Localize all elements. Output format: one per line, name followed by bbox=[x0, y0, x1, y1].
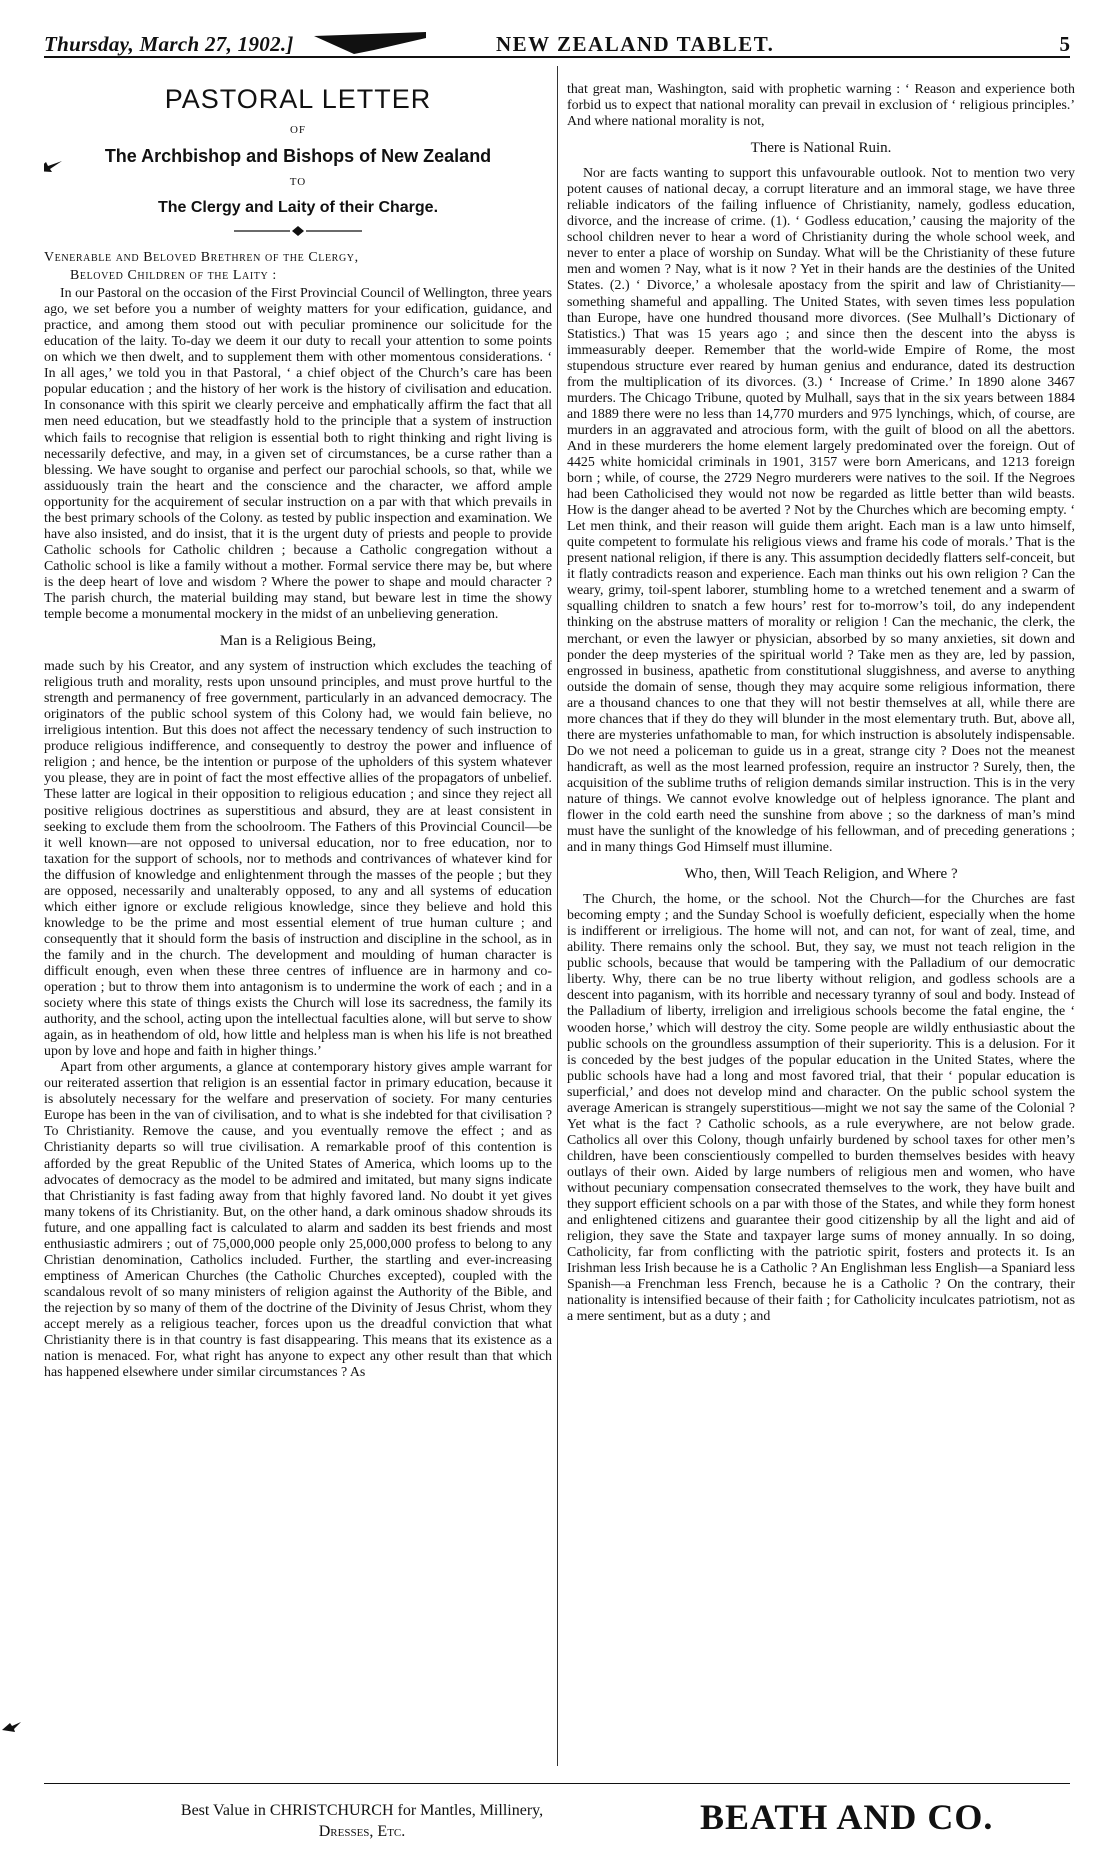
salutation-laity: Beloved Children of the Laity : bbox=[70, 268, 277, 284]
salutation-clergy: Venerable and Beloved Brethren of the Clergy, bbox=[44, 250, 359, 265]
advert-line-2: Dresses, Etc. bbox=[318, 1823, 406, 1840]
footer-rule bbox=[44, 1783, 1070, 1784]
left-column bbox=[44, 82, 552, 1754]
subhead-national-ruin: There is National Ruin. bbox=[750, 140, 892, 157]
subhead-religious-being: Man is a Religious Being, bbox=[219, 633, 377, 650]
title-of: OF bbox=[289, 124, 307, 136]
paragraph: that great man, Washington, said with prophetic warning : ‘ Reason and experience both forbid us to expect that national morality can prevail in exclusion of ‘ religious principles.’ And where national morality is not, bbox=[567, 82, 1075, 130]
pointing-hand-icon bbox=[2, 1720, 22, 1732]
header-rule bbox=[44, 56, 1070, 58]
paragraph: Nor are facts wanting to support this unfavourable outlook. Not to mention two very potent causes of national decay, a corrupt literature and an immoral stage, we have three reliable indicators of the failing influence of Christianity, namely, godless education, divorce, and the increase of crime. (1). ‘ Godless education,’ causing the majority of the school children never to hear a word of Christianity during the whole school week, and never to enter a place of worship on Sunday. What will be the Christianity of these future men and women ? Nay, what is it now ? Yet in their hands are the destinies of the United States. (2.) ‘ Divorce,’ a wholesale apostacy from the spirit and law of Christianity—something shameful and appalling. The United States, with seven times less population than Europe, have one hundred thousand more divorces. (See Mulhall’s Dictionary of Statistics.) That was 15 years ago ; and since then the descent into the abyss is immeasurably deeper. Remember that the world-wide Empire of Rome, the most stupendous structure ever reared by human genius and endurance, dated its destruction from the multiplication of its divorces. (3.) ‘ Increase of Crime.’ In 1890 alone 3467 murders. The Chicago Tribune, quoted by Mulhall, says that in the six years between 1884 and 1889 there were no less than 14,770 murders and 975 lynchings, which, of course, are murders in an aggravated and atrocious form, with the guilt of blood on all the abettors. And in these murderers the home element largely predominated over the foreign. Out of 4425 white homicidal criminals in 1901, 3157 were born Americans, and 1213 foreign born ; while, of course, the 2729 Negro murderers were natives to the soil. If the Negroes had been Catholicised they would not now be regarded as little better than wild beasts. How is the danger ahead to be averted ? Not by the Churches which are becoming empty. ‘ Let men think, and their reason will guide them aright. Each man is a law unto himself, quite competent to formulate his religious views and frame his code of morals.’ That is the present national religion, if there is any. This assumption decidedly flatters self-conceit, but it flatly contradicts reason and experience. Each man thinks out his own religion ? Can the weary, grimy, toil-spent laborer, stumbling home to a wretched tenement and a swarm of squalling children to snatch a few hours’ rest for to-morrow’s toil, do any independent thinking on the abstruse matters of morality or religion ! Can the mechanic, the clerk, the merchant, or even the lawyer or physician, absorbed by so many anxieties, sit down and ponder the deep mysteries of the spiritual world ? Take men as they are, led by passion, engrossed in business, apathetic from constitutional sluggishness, and averse to anything outside the domain of sense, though they may acquire some religious information, there are a thousand chances to one that they will not bestir themselves at all, while there are more chances that if they do they will blunder in the most elementary truth. But, above all, there are mysteries unfathomable to man, for which instruction is absolutely indispensable. Do we not need a policeman to guide us in a great, strange city ? Does not the meanest handicraft, as well as the most learned profession, require an instructor ? Surely, then, the acquisition of the sublime truths of religion demands similar instruction. This is in the very nature of things. We cannot evolve knowledge out of helpless ignorance. The plant and flower in the cold earth need the sunshine from above ; so the darkness of man’s mind must have the sunlight of the knowledge of his fellowman, and of preceding generations ; and in many things God Himself must illumine. bbox=[567, 166, 1075, 856]
subhead-who-will-teach: Who, then, Will Teach Religion, and Where ? bbox=[684, 866, 958, 883]
authors-text: The Archbishop and Bishops of New Zealand bbox=[104, 146, 492, 166]
footer-advert-text bbox=[92, 1800, 632, 1842]
page-number: 5 bbox=[1059, 32, 1070, 56]
advertiser-name: BEATH AND CO. bbox=[700, 1797, 994, 1837]
article-recipients: The Clergy and Laity of their Charge. bbox=[157, 199, 439, 216]
paragraph: The Church, the home, or the school. Not the Church—for the Churches are fast becoming empty ; and the Sunday School is woefully deficient, especially when the home is indifferent or irreligious. The home will not, and can not, for want of zeal, time, and ability. There remains only the school. But, they say, we must not teach religion in the public schools, because that would be tampering with the Palladium of our democratic liberty. Why, there can be no true liberty without religion, and godless schools are a descent into paganism, with its horrible and necessary tyranny of soul and body. Instead of the Palladium of liberty, irreligion and irreligious schools become the fatal engine, the ‘ wooden horse,’ which will destroy the city. Some people are wildly enthusiastic about the public schools on the groundless assumption of their superiority. This is a delusion. For it is conceded by the best judges of the popular education in the United States, where the public schools have had a long and most favored trial, that their ‘ popular education is superficial,’ and does not develop mind and character. On the public school system the average American is strangely superstitious—might we not say the same of the Colonial ? Yet what is the fact ? Catholic schools, as a rule everywhere, are not below grade. Catholics all over this Colony, though unfairly burdened by school taxes for other men’s children, have been conscientiously compelled to burden themselves besides with heavy outlays of their own. Aided by large numbers of religious men and women, who have without pecuniary compensation consecrated themselves to the work, they have built and they support efficient schools on a par with those of the States, and while they form honest and enlightened citizens and guarantee their good citizenship by all the light and aid of religion, they save the State and taxpayer large sums of money annually. In so doing, Catholicity, far from conflicting with the patriotic spirit, fosters and protects it. Is an Irishman less Irish because he is a Catholic ? An Englishman less English—a Spaniard less Spanish—a Frenchman less French, because he is a Catholic ? On the contrary, their nationality is intensified because of their faith ; for Catholicity inculcates patriotism, not as a mere sentiment, but as a duty ; and bbox=[567, 892, 1075, 1325]
divider-ornament-icon bbox=[228, 226, 368, 236]
advert-line-1: Best Value in CHRISTCHURCH for Mantles, Millinery, bbox=[180, 1802, 544, 1819]
paragraph: Apart from other arguments, a glance at contemporary history gives ample warrant for our reiterated assertion that religion is an essential factor in primary education, because it is absolutely necessary for the welfare and preservation of society. For many centuries Europe has been in the van of civilisation, and to what is she indebted for that civilisation ? To Christianity. Remove the cause, and you eventually remove the effect ; and as Christianity departs so will true civilisation. A remarkable proof of this contention is afforded by the great Republic of the United States of America, which looms up to the advocates of democracy as the model to be admired and imitated, but many signs indicate that Christianity is fast fading away from that highly favored land. No doubt it yet gives many tokens of its Christianity. But, on the other hand, a dark ominous shadow shrouds its future, and one appalling fact is calculated to alarm and sadden its best friends and most enthusiastic admirers ; out of 75,000,000 people only 25,000,000 profess to belong to any Christian denomination, Catholics included. Further, the startling and ever-increasing emptiness of American Churches (the Catholic Churches excepted), coupled with the scandalous revolt of so many ministers of religion against the Authority of the Bible, and the rejection by so many of them of the doctrine of the Divinity of Jesus Christ, whom they accept merely as a religious teacher, forces upon us the dreadful conviction that what Christianity there is in that country is fast disappearing. This means that its existence as a nation is menaced. For, what right has anyone to expect any other result than that which has happened elsewhere under similar circumstances ? As bbox=[44, 1060, 552, 1381]
title-to: TO bbox=[289, 176, 307, 188]
page-header bbox=[44, 26, 1070, 66]
pointing-arrow-icon bbox=[44, 160, 64, 172]
paragraph: made such by his Creator, and any system of instruction which excludes the teaching of religious truth and morality, rests upon unsound principles, and must prove hurtful to the strength and permanency of free government, particularly in an advanced democracy. The originators of the public school system of this Colony had, we would fain believe, no irreligious intention. But this does not affect the necessary tendency of such instruction to produce religious indifference, and consequently to destroy the power and influence of religion ; and hence, be the intention or purpose of the upholders of this system whatever you please, they are in point of fact the most effective allies of the propagators of unbelief. These latter are logical in their opposition to religious education ; and since they reject all positive religious doctrines as superstitious and absurd, they are at least consistent in seeking to exclude them from the schoolroom. The Fathers of this Provincial Council—be it well known—are not opposed to universal education, nor to free education, nor to taxation for the support of schools, nor to methods and contrivances of whatever kind for the diffusion of knowledge and enlightenment through the masses of the people ; but they are opposed, necessarily and unalterably opposed, to any and all systems of education which either ignore or exclude religious knowledge, since they believe and hold this knowledge to be the prime and most essential element of true human culture ; and consequently that it should form the basis of instruction and discipline in the school, as in the family and in the church. The development and moulding of human character is difficult enough, even when these three centres of influence are in harmony and co-operation ; but to throw them into antagonism is to undermine the work of each ; and in a society where this state of things exists the Church will lose its sacredness, the family its authority, and the school, acting upon the intellectual faculties alone, will but serve to show again, as in heathendom of old, how little and helpless man is when his life is not breathed upon by love and hope and faith in higher things.’ bbox=[44, 659, 552, 1060]
paragraph: In our Pastoral on the occasion of the First Provincial Council of Wellington, three years ago, we set before you a number of weighty matters for your edification, guidance, and practice, and among them stood out with peculiar prominence our solicitude for the education of the laity. To-day we deem it our duty to recall your attention to some points on which we then dwelt, and to supplement them with other momentous considerations. ‘ In all ages,’ we told you in that Pastoral, ‘ a chief object of the Church’s care has been popular education ; and the history of her work is the history of civilisation and education. In consonance with this spirit we clearly perceive and emphatically affirm the fact that all men need education, but we steadfastly hold to the principle that a system of instruction which fails to recognise that religion is essential both to right thinking and right living is necessarily defective, and may, in a given set of circumstances, be a curse rather than a blessing. We have sought to organise and perfect our parochial schools, so that, while we assiduously train the heart and the conscience and the character, we afford ample opportunity for the acquirement of secular instruction on a par with that which prevails in the best primary schools of the Colony. as tested by public inspection and examination. We have also insisted, and do insist, that it is the urgent duty of priests and people to provide Catholic schools for Catholic children ; because a Catholic congregation without a Catholic school is like a family without a mother. Formal service there may be, but where is the deep heart of love and wisdom ? Where the power to shape and mould character ? The parish church, the material building may stand, but beware lest in time the showy temple become a monumental mockery in the midst of an unbelieving generation. bbox=[44, 286, 552, 623]
article-title: PASTORAL LETTER bbox=[164, 84, 432, 114]
article-authors bbox=[44, 142, 552, 170]
header-flourish-icon bbox=[314, 32, 426, 54]
issue-date: Thursday, March 27, 1902.] bbox=[44, 32, 294, 56]
right-column bbox=[567, 82, 1075, 1766]
column-divider bbox=[557, 66, 558, 1766]
publication-title: NEW ZEALAND TABLET. bbox=[496, 32, 775, 56]
